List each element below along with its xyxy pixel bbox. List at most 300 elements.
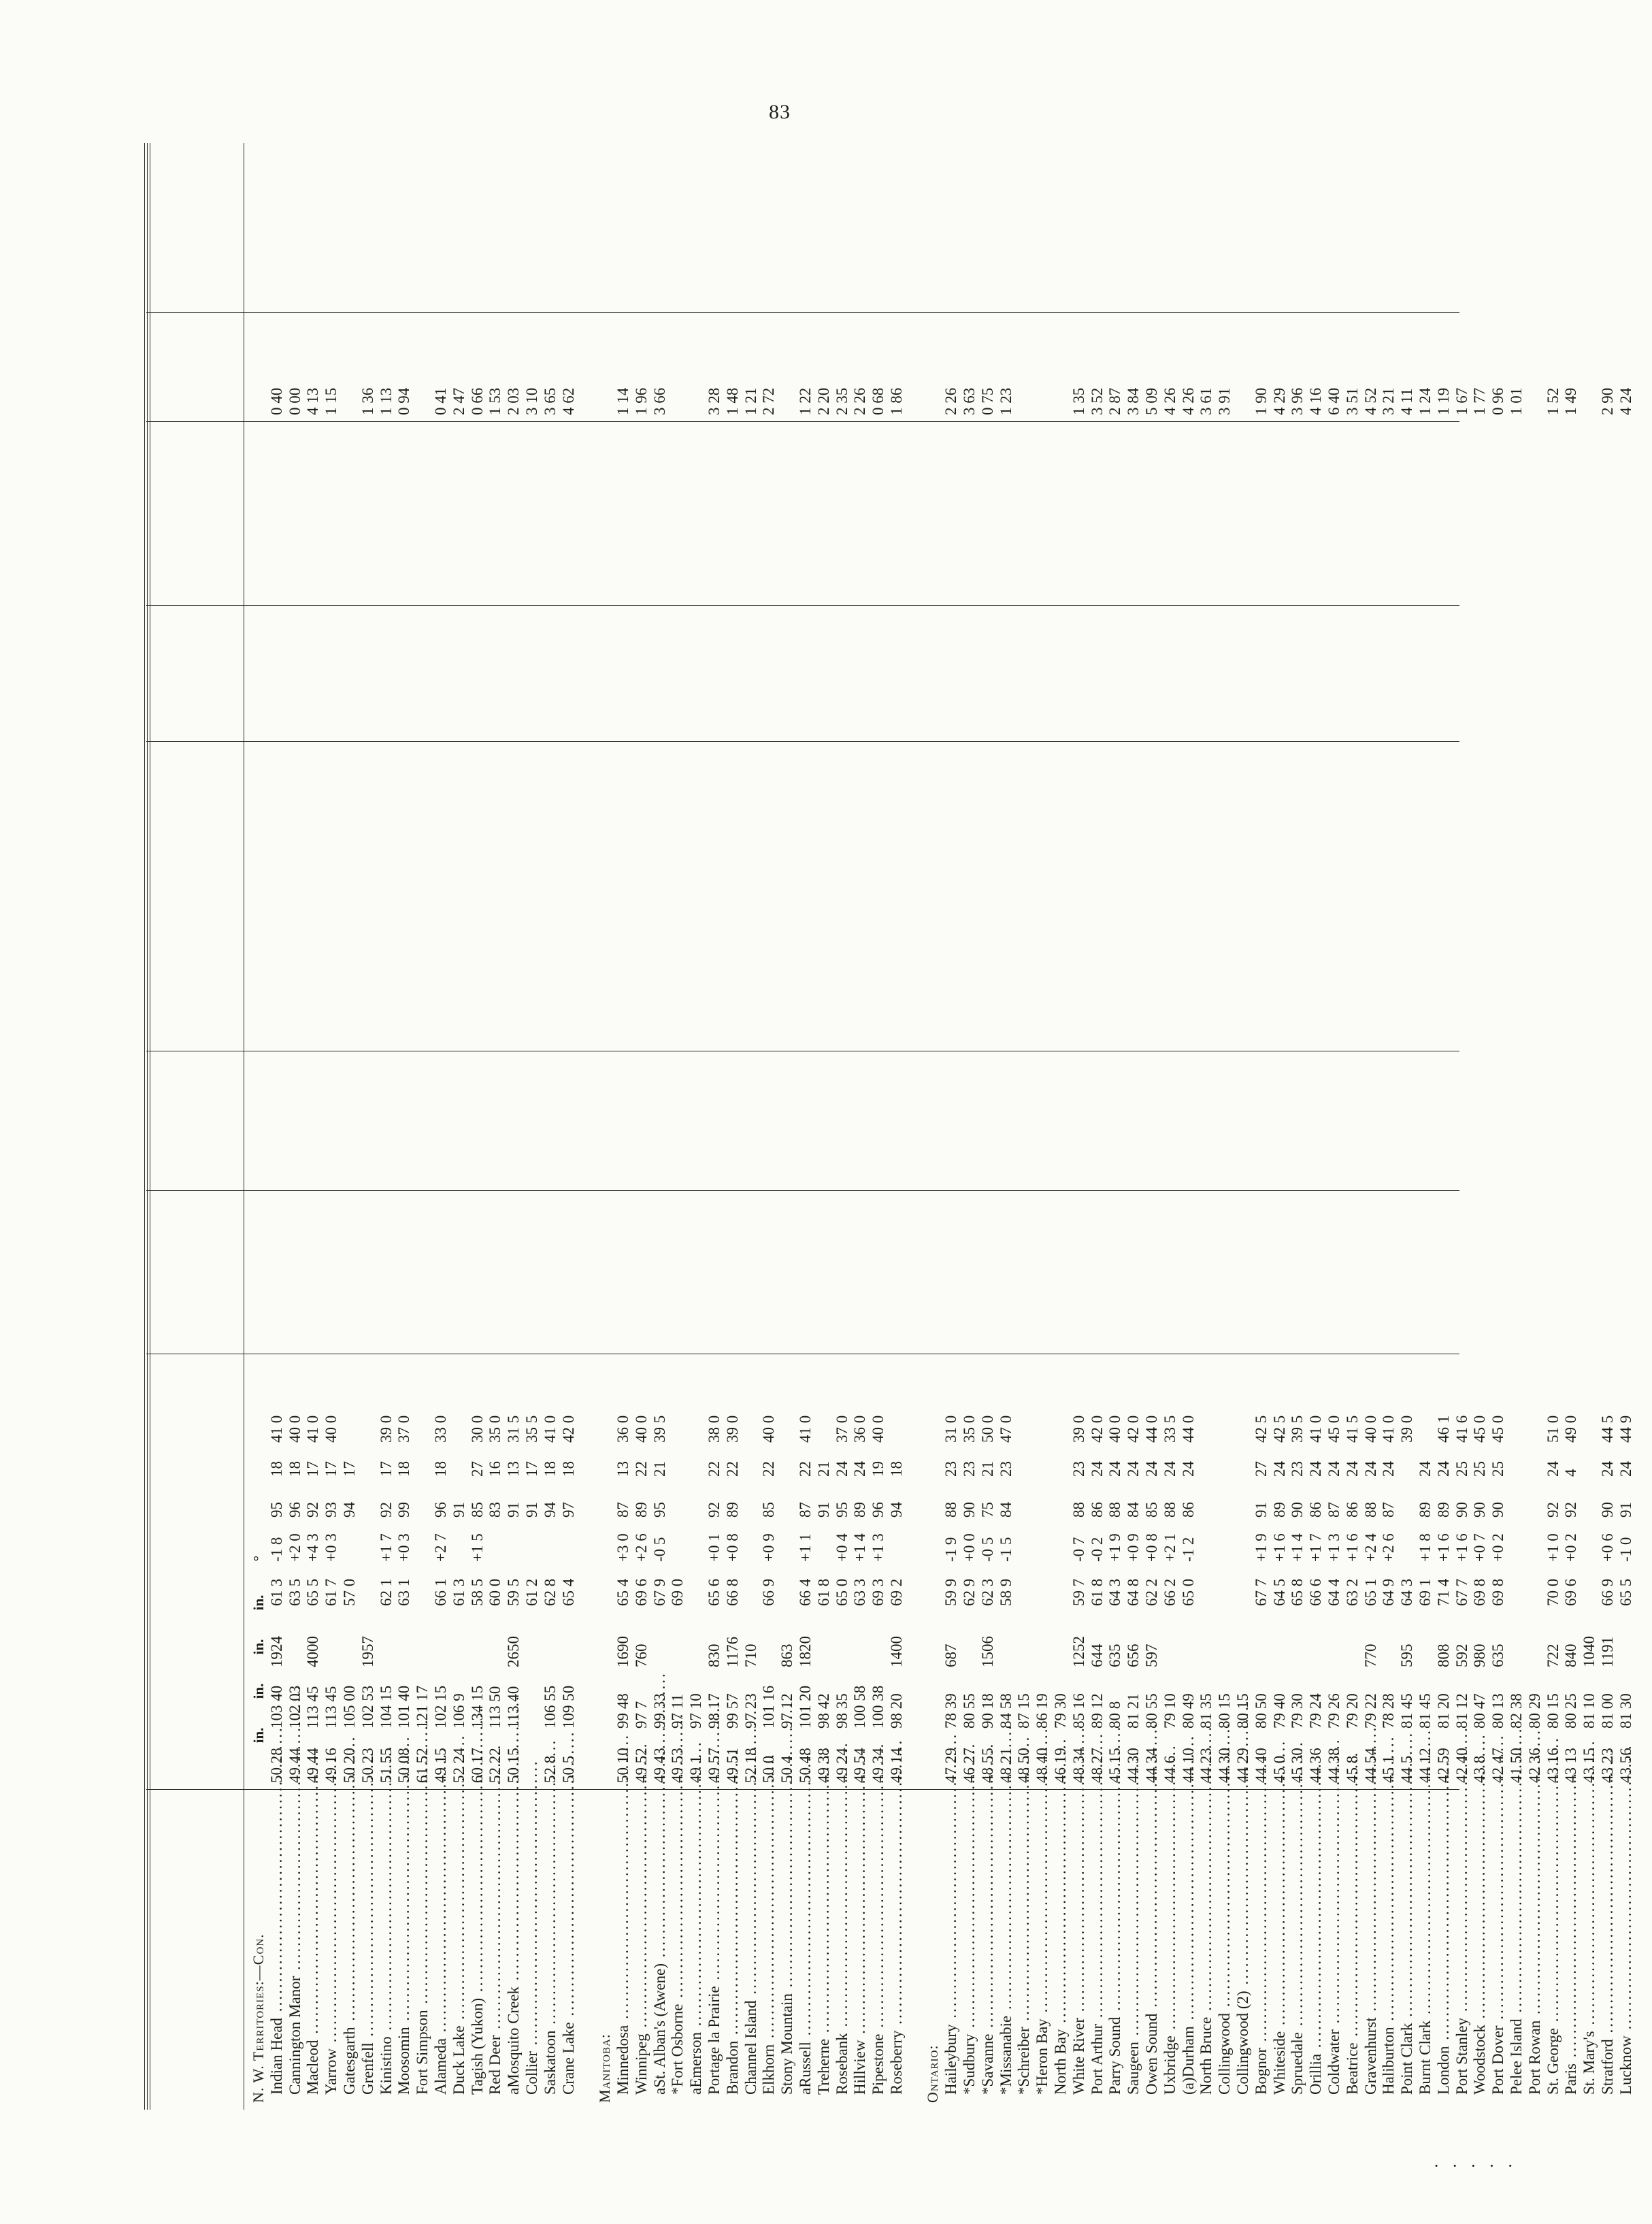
cell-long: 82 38 [1507,1693,1525,1729]
cell-long: 98 42 [814,1693,832,1729]
station-name: Haileybury ..... [941,1802,961,2095]
cell-max: 24 [1417,1461,1434,1477]
cell-max: 24 [1106,1461,1124,1477]
cell-max: 24 [1143,1461,1161,1477]
cell-lat: 52 24 [450,1748,467,1783]
cell-pct: 45 0 [1471,1415,1489,1443]
station-name: Treherne ..... [814,1802,834,2095]
section-title: Ontario: [924,2044,942,2103]
station-name: Elkhorn ..... [759,1802,779,2095]
cell-hum: 90 [1453,1502,1470,1518]
cell-lat: 43 16 [1544,1748,1562,1783]
cell-diff: +1 9 [1252,1533,1270,1562]
cell-pct: 42 0 [559,1415,577,1443]
cell-diff: -1 9 [942,1537,960,1562]
cell-lat: 46 19 [1052,1748,1070,1783]
cell-diff: -1 0 [1617,1537,1634,1562]
cell-long: 81 20 [1434,1693,1452,1729]
cell-temp: 66 9 [1598,1578,1616,1606]
cell-temp: 62 3 [978,1578,996,1606]
cell-lat: 50 28 [267,1748,285,1783]
cell-rain: 3 66 [650,387,668,415]
cell-rain: 2 03 [505,387,523,415]
station-name: Bognor ..... [1251,1802,1272,2095]
station-name: Lucknow ..... [1616,1802,1636,2095]
cell-temp: 69 2 [887,1578,905,1606]
table-row [1105,143,1123,2110]
cell-pct: 35 0 [961,1415,978,1443]
cell-temp: 60 0 [486,1578,504,1606]
units-header: in. [250,1683,267,1699]
cell-rain: 1 13 [377,387,395,415]
cell-temp: 62 8 [541,1578,559,1606]
cell-rain: 1 19 [1434,387,1452,415]
cell-hum: 96 [286,1502,303,1518]
cell-lat: 49 34 [870,1748,887,1783]
station-name: Port Arthur ..... [1087,1802,1108,2095]
cell-lat: 49 15 [431,1748,449,1783]
cell-hum: 87 [1325,1502,1343,1518]
cell-hum: 91 [523,1502,540,1518]
table-row [978,143,996,2110]
cell-long: 80 55 [961,1693,978,1729]
station-name: North Bruce ..... [1196,1802,1217,2095]
cell-temp: 61 3 [450,1578,467,1606]
cell-hum: 86 [1307,1502,1325,1518]
table-row [321,143,340,2110]
cell-rain: 1 52 [1544,387,1562,415]
cell-long: 98 35 [833,1693,850,1729]
station-name: Beatrice ..... [1342,1802,1363,2095]
cell-max: 17 [377,1461,395,1477]
station-name: White River ..... [1069,1802,1089,2095]
cell-temp: 62 9 [961,1578,978,1606]
station-name: *Fort Osborne ..... [667,1802,688,2095]
cell-temp: 66 4 [796,1578,814,1606]
cell-alt: 863 [778,1644,796,1667]
cell-lat: 50 15 [505,1748,523,1783]
cell-temp: 65 5 [1617,1578,1634,1606]
cell-max: 24 [1325,1461,1343,1477]
cell-diff: +1 8 [1417,1533,1434,1562]
station-name: Paris ..... [1561,1802,1581,2095]
cell-temp: 57 0 [340,1578,358,1606]
cell-rain: 0 94 [395,387,413,415]
units-header: in. [250,1727,267,1744]
cell-diff: +0 9 [1125,1533,1142,1562]
cell-diff: -0 2 [1088,1537,1106,1562]
cell-alt: 760 [632,1644,650,1667]
cell-long: 81 21 [1125,1693,1142,1729]
station-name: Point Clark ..... [1397,1802,1417,2095]
cell-temp: 59 9 [942,1578,960,1606]
table-row [522,143,540,2110]
cell-max: 16 [486,1461,504,1477]
cell-alt: 1176 [723,1636,741,1667]
cell-temp: 66 8 [723,1578,741,1606]
cell-long: 80 8 [1106,1701,1124,1729]
cell-temp: 61 8 [1088,1578,1106,1606]
cell-hum: 89 [632,1502,650,1518]
cell-max: 24 [1617,1461,1634,1477]
cell-alt: 4000 [304,1636,322,1667]
cell-diff: +1 9 [1106,1533,1124,1562]
cell-hum: 91 [814,1502,832,1518]
cell-temp: 69 8 [1471,1578,1489,1606]
cell-long: 98 17 [705,1693,723,1729]
column-rule [146,741,1459,742]
cell-diff: +1 7 [1307,1533,1325,1562]
cell-max: 23 [1289,1461,1306,1477]
cell-diff: +0 2 [1489,1533,1507,1562]
cell-temp: 63 5 [286,1578,303,1606]
cell-temp: 61 7 [323,1578,340,1606]
table-row [1470,143,1488,2110]
cell-diff: +1 4 [851,1533,869,1562]
cell-long: 97 7 [632,1701,650,1729]
table-row [1525,143,1543,2110]
cell-temp: 69 1 [1417,1578,1434,1606]
cell-lat: 50 0 [760,1755,778,1783]
cell-diff: +0 3 [395,1533,413,1562]
cell-alt: 1506 [978,1636,996,1667]
cell-long: 79 24 [1307,1693,1325,1729]
cell-temp: 65 5 [304,1578,322,1606]
cell-temp: 66 9 [760,1578,778,1606]
cell-hum: 84 [997,1502,1014,1518]
cell-max: 24 [1088,1461,1106,1477]
cell-long: 102 53 [359,1685,376,1729]
cell-max: 4 [1562,1469,1580,1477]
station-name: Burnt Clark ..... [1415,1802,1436,2095]
section-spacer [905,143,923,2110]
station-name: (a)Durham ..... [1178,1802,1199,2095]
cell-hum: 90 [961,1502,978,1518]
cell-pct: 41 0 [796,1415,814,1443]
cell-long: 79 22 [1361,1693,1379,1729]
table-row [723,143,741,2110]
cell-long: 113 45 [304,1686,322,1729]
cell-long: 87 15 [1015,1693,1033,1729]
cell-max: 21 [650,1461,668,1477]
cell-lat: 61 52 [414,1748,431,1783]
cell-lat: 43 23 [1598,1748,1616,1783]
station-name: Minnedosa ..... [613,1802,633,2095]
cell-rain: 0 75 [978,387,996,415]
cell-alt: 635 [1489,1644,1507,1667]
cell-temp: 66 1 [431,1578,449,1606]
table-row [1270,143,1288,2110]
cell-pct: 40 0 [286,1415,303,1443]
cell-diff: +0 4 [833,1533,850,1562]
table-row [540,143,559,2110]
cell-long: 90 18 [978,1693,996,1729]
table-row [613,143,631,2110]
cell-lat: 50 10 [614,1748,631,1783]
section-title: N. W. Territories:—Con. [250,1933,267,2103]
cell-hum: 88 [1106,1502,1124,1518]
cell-temp: 63 3 [851,1578,869,1606]
table-row [795,143,814,2110]
cell-hum: 84 [1125,1502,1142,1518]
table-row [485,143,503,2110]
station-name: Pipestone ..... [868,1802,889,2095]
table-row [503,143,522,2110]
cell-pct: 35 5 [523,1415,540,1443]
station-name: Port Stanley ..... [1452,1802,1472,2095]
cell-hum: 99 [395,1502,413,1518]
cell-long: 78 28 [1380,1693,1398,1729]
cell-temp: 58 9 [997,1578,1014,1606]
cell-alt: 644 [1088,1644,1106,1667]
station-name: Winnipeg ..... [631,1802,652,2095]
table-row [1598,143,1616,2110]
cell-alt: 592 [1453,1644,1470,1667]
cell-pct: 49 0 [1562,1415,1580,1443]
cell-max: 13 [505,1461,523,1477]
cell-lat: 42 40 [1453,1748,1470,1783]
cell-long: 79 26 [1325,1693,1343,1729]
cell-rain: 1 48 [723,387,741,415]
cell-long: 80 15 [1216,1693,1234,1729]
table-row [1051,143,1069,2110]
cell-alt: 1820 [796,1636,814,1667]
cell-pct: 41 5 [1343,1415,1361,1443]
cell-alt: 595 [1398,1644,1416,1667]
cell-diff: +1 1 [796,1533,814,1562]
cell-max: 25 [1453,1461,1470,1477]
cell-temp: 65 0 [833,1578,850,1606]
cell-long: 81 35 [1197,1693,1215,1729]
cell-pct: 41 0 [1307,1415,1325,1443]
cell-hum: 85 [760,1502,778,1518]
station-name: Collier ..... [522,1802,542,2095]
cell-long: 86 19 [1034,1693,1051,1729]
cell-pct: 39 0 [1070,1415,1087,1443]
cell-hum: 95 [650,1502,668,1518]
cell-hum: 89 [1417,1502,1434,1518]
cell-pct: 42 5 [1270,1415,1288,1443]
cell-diff: +1 6 [1270,1533,1288,1562]
cell-pct: 37 0 [395,1415,413,1443]
cell-temp: 64 4 [1325,1578,1343,1606]
cell-lat: 44 30 [1125,1748,1142,1783]
cell-alt: 687 [942,1644,960,1667]
station-name: Port Rowan ..... [1525,1802,1545,2095]
cell-rain: 1 77 [1471,387,1489,415]
cell-lat: 47 29 [942,1748,960,1783]
cell-rain: 4 26 [1179,387,1197,415]
station-name: Tagish (Yukon) ..... [467,1802,488,2095]
cell-lat: 49 44 [304,1748,322,1783]
cell-max: 17 [340,1461,358,1477]
table-row [1142,143,1160,2110]
cell-long: 89 12 [1088,1693,1106,1729]
cell-lat: 50 20 [340,1748,358,1783]
cell-temp: 65 6 [705,1578,723,1606]
cell-pct: 44 0 [1143,1415,1161,1443]
cell-rain: 1 67 [1453,387,1470,415]
cell-long: 121 17 [414,1685,431,1729]
cell-diff: -0 5 [650,1537,668,1562]
cell-lat: 48 50 [1015,1748,1033,1783]
table-row [394,143,412,2110]
station-name: aEmerson ..... [686,1802,706,2095]
cell-lat: 49 53 [669,1748,687,1783]
cell-lat: 50 48 [796,1748,814,1783]
table-row [285,143,303,2110]
table-row [868,143,887,2110]
table-row [1452,143,1470,2110]
cell-long: 80 15 [1544,1693,1562,1729]
cell-max: 17 [304,1461,322,1477]
column-rule [146,312,1459,313]
table-row [996,143,1014,2110]
cell-rain: 0 66 [468,387,486,415]
table-row [1488,143,1506,2110]
cell-lat: 45 0 [1270,1755,1288,1783]
station-name: Collingwood (2) ..... [1233,1802,1253,2095]
cell-alt: 635 [1106,1644,1124,1667]
cell-hum: 90 [1598,1502,1616,1518]
climate-table [146,143,1634,2110]
table-row [1397,143,1415,2110]
cell-lat: 52 18 [742,1748,759,1783]
cell-lat: 49 14 [887,1748,905,1783]
cell-temp: 61 3 [267,1578,285,1606]
cell-rain: 1 86 [887,387,905,415]
cell-pct: 42 0 [1125,1415,1142,1443]
station-name: *Heron Bay ..... [1032,1802,1053,2095]
cell-temp: 67 7 [1252,1578,1270,1606]
cell-diff: +2 6 [1380,1533,1398,1562]
cell-lat: 50 23 [359,1748,376,1783]
cell-max: 18 [395,1461,413,1477]
section-heading [595,143,613,2110]
cell-pct: 35 0 [486,1415,504,1443]
cell-alt: 1040 [1581,1636,1598,1667]
cell-rain: 3 65 [541,387,559,415]
cell-pct: 45 0 [1489,1415,1507,1443]
cell-lat: 44 30 [1216,1748,1234,1783]
cell-hum: 91 [505,1502,523,1518]
cell-rain: 1 14 [614,387,631,415]
cell-pct: 42 0 [1088,1415,1106,1443]
cell-max: 22 [796,1461,814,1477]
station-name: aRussell ..... [795,1802,816,2095]
station-name: Uxbridge ..... [1160,1802,1180,2095]
cell-long: 99 33 [650,1693,668,1729]
table-row [686,143,704,2110]
page-number: 83 [769,101,791,123]
table-row [1233,143,1251,2110]
cell-temp: 62 2 [1143,1578,1161,1606]
station-name: Cannington Manor ..... [285,1802,305,2095]
cell-pct: 30 0 [468,1415,486,1443]
cell-diff: -1 2 [1179,1537,1197,1562]
cell-long: 105 00 [340,1685,358,1729]
table-row [1032,143,1051,2110]
station-name: Kinistino ..... [376,1802,397,2095]
station-name: North Bay ..... [1051,1802,1071,2095]
station-name: London ..... [1434,1802,1454,2095]
cell-rain: 1 96 [632,387,650,415]
cell-long: 106 9 [450,1693,467,1729]
cell-pct: 40 0 [323,1415,340,1443]
cell-long: 101 20 [796,1685,814,1729]
station-name: Roseberry ..... [887,1802,907,2095]
cell-diff: +0 6 [1598,1533,1616,1562]
cell-lat: 44 12 [1417,1748,1434,1783]
cell-long: 102 03 [286,1685,303,1729]
table-row [1087,143,1106,2110]
cell-rain: 3 61 [1197,387,1215,415]
cell-hum: 86 [1179,1502,1197,1518]
cell-long: 79 20 [1343,1693,1361,1729]
cell-hum: 94 [887,1502,905,1518]
table-body [248,143,1652,2110]
table-row [467,143,486,2110]
cell-rain: 2 35 [833,387,850,415]
cell-hum: 75 [978,1502,996,1518]
footer-mark: · · · · · [1433,2156,1517,2176]
cell-rain: 1 49 [1562,387,1580,415]
table-row [376,143,395,2110]
station-name: Brandon ..... [723,1802,743,2095]
cell-long: 80 55 [1143,1693,1161,1729]
cell-rain: 6 40 [1325,387,1343,415]
cell-lat: 44 34 [1143,1748,1161,1783]
cell-temp: 69 3 [870,1578,887,1606]
cell-pct: 47 0 [997,1415,1014,1443]
section-heading [923,143,941,2110]
cell-hum: 87 [1380,1502,1398,1518]
cell-long: 106 55 [541,1685,559,1729]
table-row [1616,143,1634,2110]
cell-diff: +2 6 [632,1533,650,1562]
cell-hum: 89 [1434,1502,1452,1518]
cell-rain: 4 62 [559,387,577,415]
table-row [559,143,577,2110]
station-name: *Sudbury ..... [959,1802,980,2095]
cell-rain: 2 26 [942,387,960,415]
table-row [1196,143,1215,2110]
units-header: in. [250,1595,267,1611]
cell-pct: 40 0 [760,1415,778,1443]
station-name: Indian Head ..... [267,1802,287,2095]
cell-diff: +1 6 [1434,1533,1452,1562]
units-header: in. [250,1639,267,1655]
cell-pct: 46 1 [1434,1415,1452,1443]
table-row [412,143,431,2110]
station-name: Hillview ..... [850,1802,870,2095]
cell-rain: 0 00 [286,387,303,415]
cell-diff: -1 8 [267,1537,285,1562]
cell-rain: 4 29 [1270,387,1288,415]
station-name: St. Mary's ..... [1579,1802,1600,2095]
cell-diff: +0 1 [705,1533,723,1562]
cell-lat: 60 17 [468,1748,486,1783]
cell-rain: 1 24 [1417,387,1434,415]
cell-pct: 44 9 [1617,1415,1634,1443]
cell-long: 80 15 [1234,1693,1252,1729]
station-name: Coldwater ..... [1324,1802,1344,2095]
cell-pct: 40 0 [1361,1415,1379,1443]
cell-hum: 88 [1161,1502,1178,1518]
cell-long: 80 29 [1525,1693,1543,1729]
cell-temp: 63 1 [395,1578,413,1606]
cell-rain: 3 10 [523,387,540,415]
